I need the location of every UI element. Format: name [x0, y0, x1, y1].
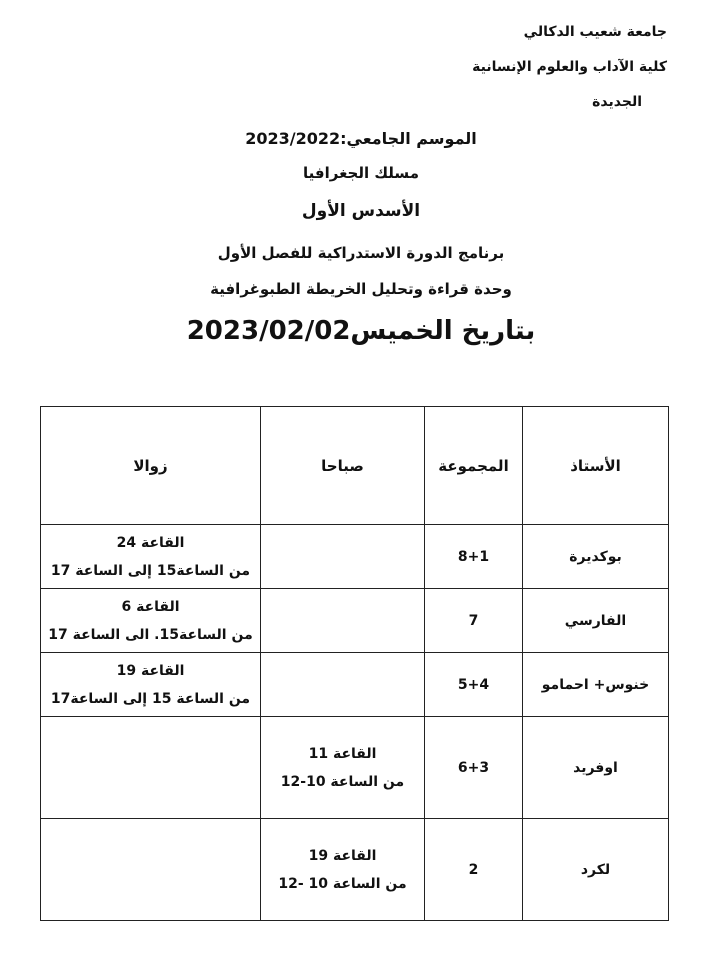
city-name: الجديدة — [592, 94, 642, 110]
study-track: مسلك الجغرافيا — [303, 164, 419, 182]
professor-cell: بوكديرة — [523, 525, 669, 589]
university-name: جامعة شعيب الدكالي — [523, 24, 667, 40]
room-label: القاعة 11 — [308, 745, 377, 762]
table-row — [41, 525, 669, 589]
header-group: المجموعة — [425, 407, 523, 525]
table-row — [41, 653, 669, 717]
table-header-row — [41, 407, 669, 525]
morning-cell — [261, 653, 425, 717]
room-label: القاعة 24 — [116, 534, 185, 551]
academic-season: الموسم الجامعي:2023/2022 — [245, 129, 477, 148]
morning-cell — [261, 525, 425, 589]
group-cell: 5+4 — [425, 653, 523, 717]
time-range: من الساعة15. الى الساعة 17 — [48, 626, 253, 643]
time-range: من الساعة 10-12 — [280, 773, 405, 790]
afternoon-cell — [41, 525, 261, 589]
table-row — [41, 717, 669, 819]
professor-cell: اوفريد — [523, 717, 669, 819]
time-range: من الساعة 10 -12 — [278, 875, 407, 892]
faculty-name: كلية الآداب والعلوم الإنسانية — [472, 59, 667, 75]
afternoon-cell — [41, 819, 261, 921]
exam-date: بتاريخ الخميس2023/02/02 — [186, 316, 536, 346]
table-row — [41, 819, 669, 921]
group-cell: 8+1 — [425, 525, 523, 589]
semester-title: الأسدس الأول — [301, 201, 421, 221]
header-afternoon: زوالا — [41, 407, 261, 525]
afternoon-cell — [41, 653, 261, 717]
group-cell: 7 — [425, 589, 523, 653]
morning-cell — [261, 819, 425, 921]
professor-cell: خنوس+ احمامو — [523, 653, 669, 717]
professor-cell: لكرد — [523, 819, 669, 921]
room-label: القاعة 19 — [308, 847, 377, 864]
afternoon-cell — [41, 589, 261, 653]
group-cell: 6+3 — [425, 717, 523, 819]
morning-cell — [261, 589, 425, 653]
header-morning: صباحا — [261, 407, 425, 525]
room-label: القاعة 6 — [121, 598, 180, 615]
module-title: وحدة قراءة وتحليل الخريطة الطبوغرافية — [210, 280, 512, 298]
program-title: برنامج الدورة الاستدراكية للفصل الأول — [217, 244, 505, 262]
group-cell: 2 — [425, 819, 523, 921]
afternoon-cell — [41, 717, 261, 819]
table-row — [41, 589, 669, 653]
professor-cell: الفارسي — [523, 589, 669, 653]
time-range: من الساعة 15 إلى الساعة17 — [50, 690, 251, 707]
schedule-table — [40, 406, 669, 921]
room-label: القاعة 19 — [116, 662, 185, 679]
header-professor: الأستاذ — [523, 407, 669, 525]
time-range: من الساعة15 إلى الساعة 17 — [50, 562, 251, 579]
morning-cell — [261, 717, 425, 819]
